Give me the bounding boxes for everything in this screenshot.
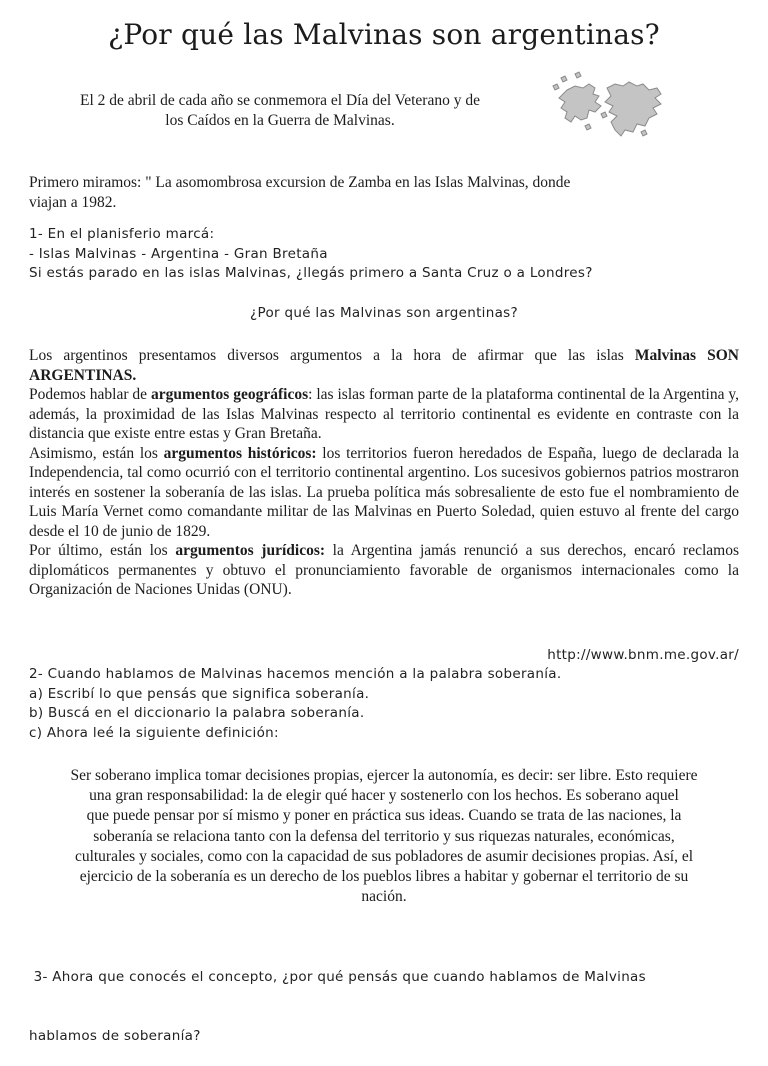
body-p3-bold: argumentos históricos: xyxy=(163,444,317,462)
intro-line-2: los Caídos en la Guerra de Malvinas. xyxy=(165,112,395,129)
question-2-line-a: a) Escribí lo que pensás que significa soberanía. xyxy=(29,685,370,702)
question-1-line-3: Si estás parado en las islas Malvinas, ¿llegás primero a Santa Cruz o a Londres? xyxy=(29,265,593,281)
primero-paragraph xyxy=(29,173,669,212)
body-p2-bold: argumentos geográficos xyxy=(150,386,309,403)
source-url: http://www.bnm.me.gov.ar/ xyxy=(547,647,739,663)
section-subtitle: ¿Por qué las Malvinas son argentinas? xyxy=(250,305,518,321)
definition-line: nación. xyxy=(361,888,407,906)
body-paragraph-2 xyxy=(29,385,739,444)
body-p1-bold: Malvinas SON ARGENTINAS. xyxy=(29,347,739,384)
body-p2-text-a: Podemos hablar de xyxy=(29,386,151,403)
body-p4-text-a: Por último, están los xyxy=(29,542,176,559)
body-text xyxy=(29,346,739,600)
body-p4-bold: argumentos jurídicos: xyxy=(175,542,326,559)
question-3-line-1: 3- Ahora que conocés el concepto, ¿por qué pensás que cuando hablamos de Malvinas xyxy=(29,969,646,985)
body-p3-text-c: los territorios fueron heredados de España, luego de declarada la Independencia, tal como ocurrió con el territorio continental argentino. Los sucesivos gobiernos patrios mostraron interés en sostener la soberanía de las islas. La prueba política más sobresaliente de esto fue el nombramiento de Luis María Vernet como comandante militar de las Malvinas en Puerto Soledad, quien estuvo al frente del cargo desde el 10 de junio de 1829. xyxy=(29,444,739,540)
page-title: ¿Por qué las Malvinas son argentinas? xyxy=(108,18,660,51)
question-2 xyxy=(29,665,739,743)
body-p3-text-a: Asimismo, están los xyxy=(29,444,164,462)
question-2-line-1: 2- Cuando hablamos de Malvinas hacemos mención a la palabra soberanía. xyxy=(29,666,562,682)
definition-line: culturales y sociales, como con la capacidad de sus pobladores de asumir decisiones propias. Así, el xyxy=(74,847,694,865)
definition-line: ejercicio de la soberanía es un derecho de los pueblos libres a habitar y gobernar el territorio de su xyxy=(79,868,689,886)
body-paragraph-1 xyxy=(29,346,739,385)
definition-line: que puede pensar por sí mismo y poner en práctica sus ideas. Cuando se trata de las naciones, la xyxy=(86,807,682,825)
body-p1-text: Los argentinos presentamos diversos argumentos a la hora de afirmar que las islas xyxy=(29,347,635,364)
primero-line-2: viajan a 1982. xyxy=(29,193,117,211)
definition-line: soberanía se relaciona tanto con la defensa del territorio y sus riquezas naturales, económicas, xyxy=(93,827,675,845)
question-1-line-2: - Islas Malvinas - Argentina - Gran Bretaña xyxy=(29,245,328,262)
question-2-line-b: b) Buscá en el diccionario la palabra soberanía. xyxy=(29,705,365,721)
question-1 xyxy=(29,225,739,284)
question-1-line-1: 1- En el planisferio marcá: xyxy=(29,226,215,242)
falkland-islands-map-icon xyxy=(545,68,685,148)
definition-line: Ser soberano implica tomar decisiones propias, ejercer la autonomía, es decir: ser libre. Esto requiere xyxy=(70,767,698,784)
body-paragraph-4 xyxy=(29,541,739,600)
intro-line-1: El 2 de abril de cada año se conmemora el Día del Veterano y de xyxy=(80,92,480,109)
body-p4-text-c: la Argentina jamás renunció a sus derechos, encaró reclamos diplomáticos permanentes y obtuvo el pronunciamiento favorable de organismos internacionales como la Organización de Naciones Unidas (ONU). xyxy=(29,542,739,598)
intro-paragraph xyxy=(30,91,530,131)
definition-line: una gran responsabilidad: la de elegir qué hacer y sostenerlo con los hechos. Es soberano aquel xyxy=(89,787,679,805)
question-3 xyxy=(29,929,739,1066)
body-paragraph-3 xyxy=(29,444,739,542)
question-3-line-2: hablamos de soberanía? xyxy=(29,1027,201,1044)
question-2-line-c: c) Ahora leé la siguiente definición: xyxy=(29,724,279,741)
primero-line-1: Primero miramos: " La asomombrosa excursion de Zamba en las Islas Malvinas, donde xyxy=(29,174,571,191)
definition-paragraph xyxy=(14,766,754,907)
body-p2-text-c: : las islas forman parte de la plataforma continental de la Argentina y, además, la proximidad de las Islas Malvinas respecto al territorio continental es evidente en contraste con la distancia que existe entre estas y Gran Bretaña. xyxy=(29,386,740,442)
